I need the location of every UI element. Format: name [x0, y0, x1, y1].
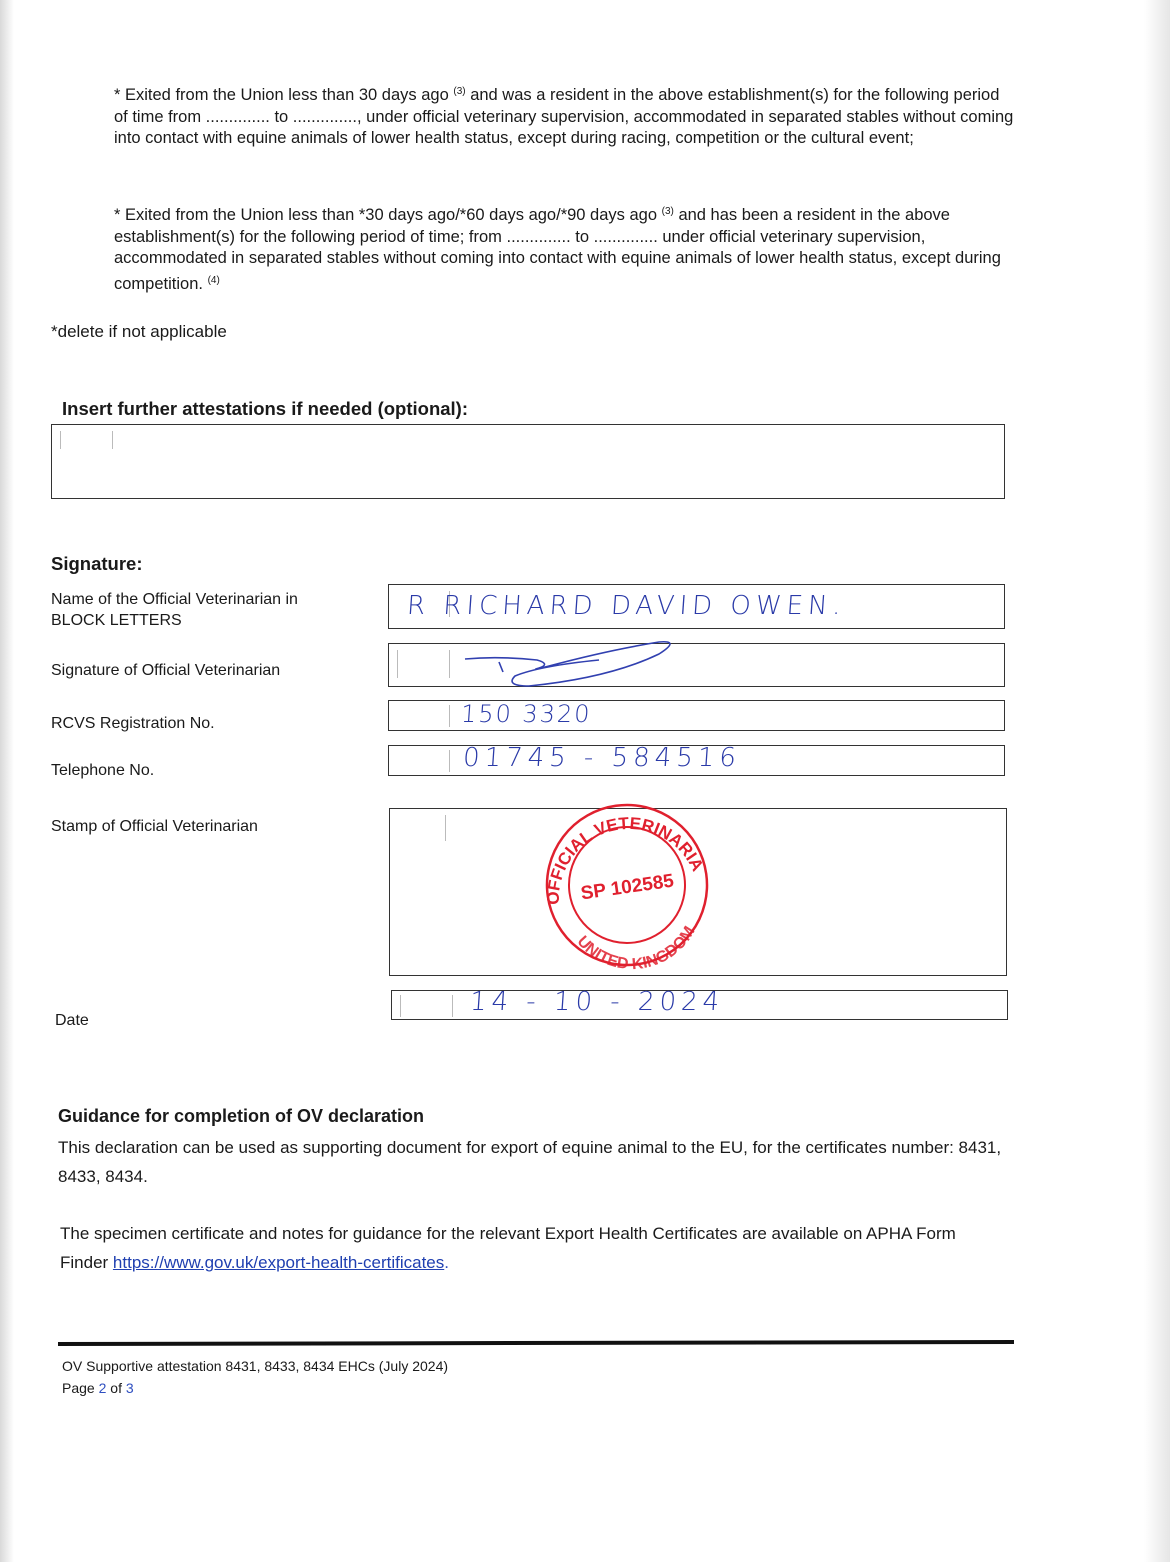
- text: and was a resident in the above establishment(s) for the following period of time from .............. to .............., under official veterinary supervision, accommodated in separated stables without coming into contact with equine animals of lower health status, except during racing, competition or the cultural event;: [114, 86, 1014, 147]
- field-mark: [449, 650, 450, 678]
- further-attestations-field[interactable]: [51, 424, 1005, 499]
- telephone-value: 01745 - 584516: [461, 743, 742, 773]
- name-value: R RICHARD DAVID OWEN.: [405, 591, 847, 621]
- field-mark: [400, 995, 401, 1017]
- current-page: 2: [98, 1380, 107, 1396]
- text: * Exited from the Union less than *30 days ago/*60 days ago/*90 days ago: [114, 206, 658, 224]
- delete-note: *delete if not applicable: [51, 322, 227, 341]
- field-mark: [445, 815, 446, 841]
- signature-field[interactable]: [388, 643, 1005, 687]
- footnote-ref: (3): [453, 86, 466, 97]
- field-mark: [112, 431, 113, 449]
- rcvs-label: RCVS Registration No.: [51, 715, 215, 732]
- official-veterinarian-stamp: [535, 795, 720, 975]
- text: Page: [62, 1380, 99, 1396]
- footer-page-number: [62, 1380, 134, 1396]
- export-health-certificates-link[interactable]: https://www.gov.uk/export-health-certificates: [112, 1253, 445, 1272]
- scan-edge-left: [0, 0, 14, 1562]
- date-field[interactable]: [391, 987, 1008, 1020]
- field-mark: [449, 750, 450, 772]
- field-mark: [397, 650, 398, 678]
- handwritten-signature-icon: [459, 636, 699, 692]
- name-label: Name of the Official Veterinarian in BLOCK LETTERS: [51, 591, 298, 629]
- footnote-ref: (3): [661, 206, 674, 217]
- signature-label: Signature of Official Veterinarian: [51, 662, 281, 679]
- svg-text:UNITED KINGDOM: [572, 917, 703, 975]
- signature-heading: Signature:: [51, 553, 143, 574]
- footnote-ref: (4): [207, 274, 220, 286]
- attestation-30-days: [114, 81, 1014, 150]
- text: of: [106, 1380, 126, 1396]
- stamp-number: SP 102585: [579, 870, 676, 905]
- rcvs-field[interactable]: [388, 700, 1005, 731]
- text: The specimen certificate and notes for guidance for the relevant Export Health Certificates are available on APHA Form Finder: [60, 1224, 956, 1272]
- field-mark: [60, 431, 61, 449]
- guidance-heading: Guidance for completion of OV declaration: [58, 1106, 425, 1126]
- guidance-paragraph-1: This declaration can be used as supporting document for export of equine animal to the EU, for the certificates number: 8431, 8433, 8434.: [58, 1138, 1002, 1186]
- field-mark: [449, 705, 450, 727]
- footer-document-title: OV Supportive attestation 8431, 8433, 8434 EHCs (July 2024): [62, 1358, 449, 1374]
- telephone-field[interactable]: [388, 745, 1005, 776]
- total-pages: 3: [125, 1380, 134, 1396]
- stamp-top-text: OFFICIAL VETERINARIAN: [543, 813, 708, 905]
- telephone-label: Telephone No.: [51, 762, 155, 779]
- field-mark: [452, 995, 453, 1017]
- text: .: [444, 1253, 449, 1272]
- text: and has been a resident in the above establishment(s) for the following period of time; from .............. to .............. under official veterinary supervision, accommodated in separated stables without coming into contact with equine animals of lower health status, except during competition.: [114, 206, 1001, 293]
- attestation-30-60-90-days: [114, 201, 1014, 295]
- stamp-label: Stamp of Official Veterinarian: [51, 818, 258, 835]
- further-attestations-heading: Insert further attestations if needed (optional):: [62, 398, 468, 419]
- guidance-paragraph-2: [60, 1219, 1000, 1277]
- rcvs-value: 150 3320: [460, 700, 593, 728]
- footer-divider: [58, 1340, 1014, 1346]
- text: * Exited from the Union less than 30 days ago: [114, 86, 449, 104]
- name-field[interactable]: [388, 584, 1005, 629]
- date-value: 14 - 10 - 2024: [468, 987, 726, 1017]
- scan-edge-right: [1144, 0, 1170, 1562]
- date-label: Date: [55, 1012, 89, 1029]
- stamp-bottom-text: UNITED KINGDOM: [573, 923, 699, 974]
